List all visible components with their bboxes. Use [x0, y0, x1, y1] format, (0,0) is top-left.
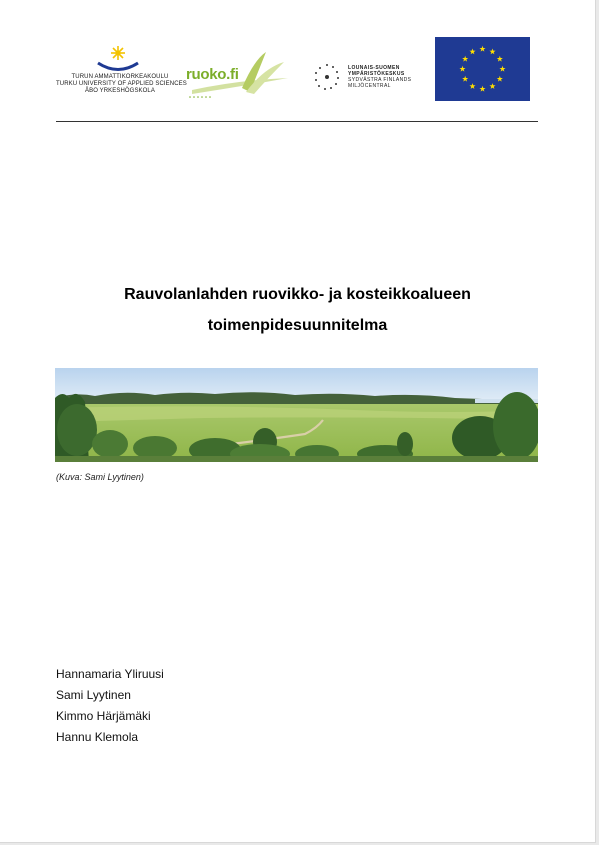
wetland-landscape-photo [55, 368, 538, 462]
document-title-line-1: Rauvolanlahden ruovikko- ja kosteikkoalueen [124, 286, 471, 303]
environment-centre-logo [312, 62, 422, 92]
document-title-line-2: toimenpidesuunnitelma [207, 317, 388, 334]
ely-name-fi-2: YMPÄRISTÖKESKUS [348, 71, 405, 77]
tuas-name-en: TURKU UNIVERSITY OF APPLIED SCIENCES [56, 81, 187, 87]
ruoko-wordmark: ruoko.fi [186, 66, 239, 83]
header-divider [56, 121, 538, 122]
eu-flag-logo [435, 37, 530, 101]
author-name: Hannu Klemola [56, 730, 139, 744]
ruoko-logo [184, 50, 292, 100]
author-name: Hannamaria Yliruusi [56, 667, 164, 681]
ely-name-sv-2: MILJÖCENTRAL [348, 83, 391, 89]
ely-name-sv-1: SYDVÄSTRA FINLANDS [348, 77, 412, 83]
sun-arc-icon [56, 44, 184, 74]
ely-name-fi-1: LOUNAIS-SUOMEN [348, 65, 400, 71]
tuas-name-sv: ÅBO YRKESHÖGSKOLA [85, 88, 155, 94]
author-name: Sami Lyytinen [56, 688, 131, 702]
tuas-name-fi: TURUN AMMATTIKORKEAKOULU [71, 74, 169, 80]
photo-caption: (Kuva: Sami Lyytinen) [56, 472, 144, 482]
author-list [56, 664, 164, 748]
turku-uas-logo [56, 44, 187, 96]
dotted-circle-icon [312, 62, 344, 92]
eu-flag-icon [435, 37, 530, 101]
author-name: Kimmo Härjämäki [56, 709, 151, 723]
